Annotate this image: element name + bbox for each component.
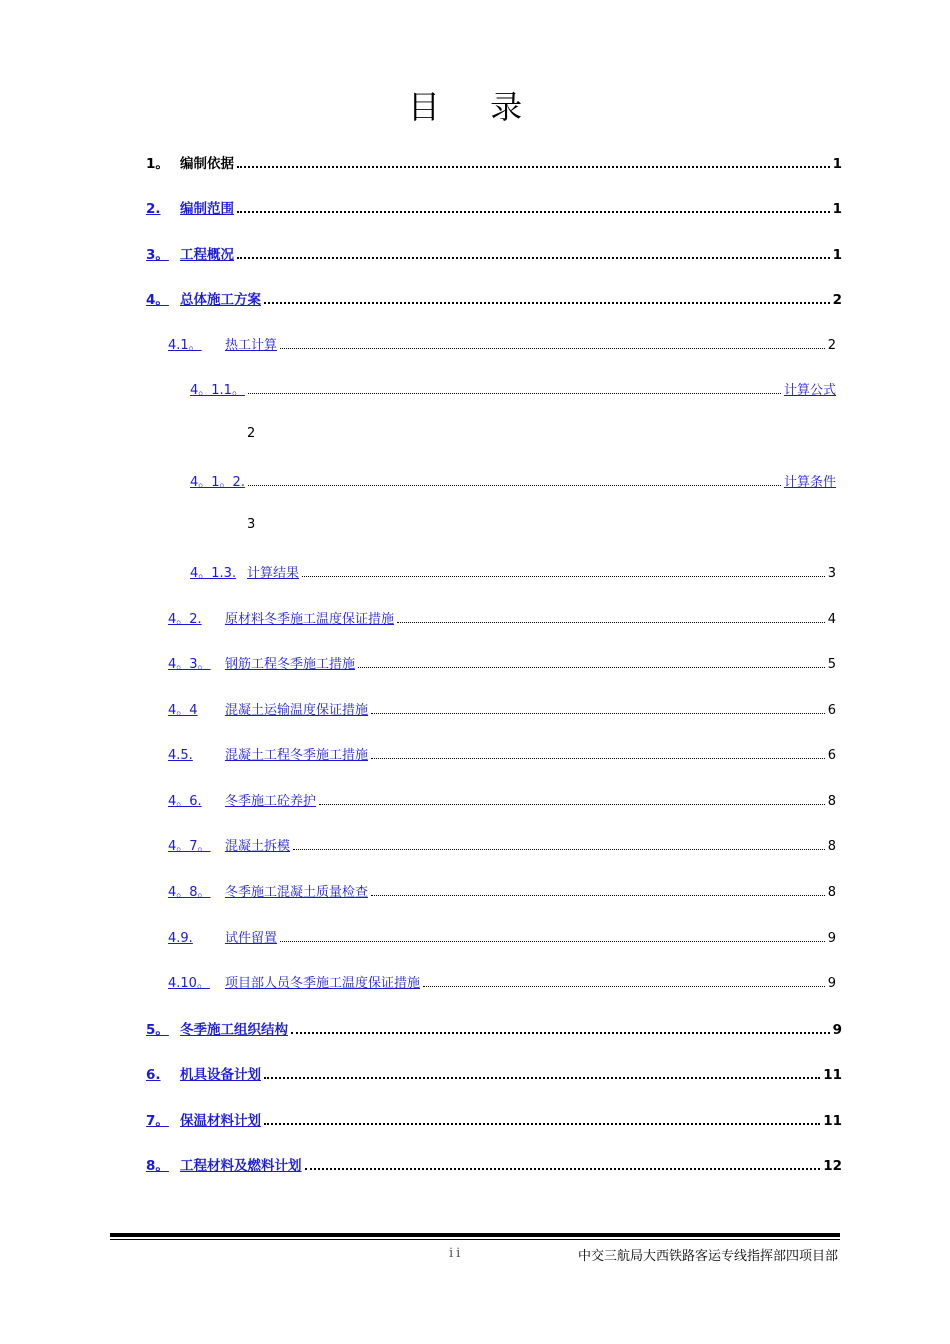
toc-entry-4-3[interactable] bbox=[168, 653, 836, 672]
toc-page: 12 bbox=[823, 1158, 842, 1174]
toc-label: 冬季施工混凝土质量检查 bbox=[225, 885, 369, 900]
toc-page: 4 bbox=[827, 612, 836, 627]
toc-leader bbox=[371, 895, 825, 896]
footer-rule-thick bbox=[110, 1233, 840, 1237]
toc-number: 4.10。 bbox=[168, 976, 210, 991]
toc-leader bbox=[371, 758, 825, 759]
toc-label: 编制依据 bbox=[180, 156, 234, 172]
toc-page: 8 bbox=[827, 885, 836, 900]
toc-label: 冬季施工组织结构 bbox=[180, 1022, 288, 1038]
toc-entry-2[interactable] bbox=[146, 197, 842, 217]
toc-entry-4-8[interactable] bbox=[168, 881, 836, 900]
toc-number: 4。8。 bbox=[168, 885, 211, 900]
toc-entry-4-4[interactable] bbox=[168, 699, 836, 718]
toc-page: 9 bbox=[832, 1022, 842, 1038]
toc-number: 4。1.3. bbox=[190, 566, 237, 581]
toc-page: 6 bbox=[827, 748, 836, 763]
toc-leader bbox=[264, 1077, 820, 1079]
toc-number: 5。 bbox=[146, 1022, 169, 1038]
toc-label: 工程材料及燃料计划 bbox=[180, 1158, 302, 1174]
toc-label: 热工计算 bbox=[225, 338, 278, 353]
toc-entry-4-1-2[interactable] bbox=[190, 471, 836, 490]
toc-number: 4。7。 bbox=[168, 839, 211, 854]
toc-leader bbox=[280, 941, 825, 942]
toc-leader bbox=[237, 166, 830, 168]
footer-organization: 中交三航局大西铁路客运专线指挥部四项目部 bbox=[577, 1249, 838, 1264]
toc-page: 11 bbox=[823, 1113, 842, 1129]
toc-label: 总体施工方案 bbox=[180, 292, 261, 308]
toc-leader bbox=[371, 713, 825, 714]
toc-entry-5[interactable] bbox=[146, 1018, 842, 1038]
toc-entry-4-7[interactable] bbox=[168, 835, 836, 854]
toc-leader bbox=[264, 1123, 820, 1125]
toc-page: 3 bbox=[827, 566, 836, 581]
toc-entry-4-9[interactable] bbox=[168, 927, 836, 946]
toc-leader bbox=[264, 302, 830, 304]
toc-number: 8。 bbox=[146, 1158, 169, 1174]
toc-label: 机具设备计划 bbox=[180, 1067, 261, 1083]
toc-number: 7。 bbox=[146, 1113, 169, 1129]
toc-entry-4-10[interactable] bbox=[168, 972, 836, 991]
toc-leader bbox=[237, 211, 830, 213]
toc-number: 4.9. bbox=[168, 931, 193, 946]
toc-leader bbox=[423, 986, 825, 987]
toc-leader bbox=[280, 348, 825, 349]
toc-entry-1[interactable] bbox=[146, 152, 842, 172]
toc-entry-4-1[interactable] bbox=[168, 334, 836, 353]
toc-entry-4-5[interactable] bbox=[168, 744, 836, 763]
toc-number: 1。 bbox=[146, 156, 169, 172]
toc-label: 混凝土拆模 bbox=[225, 839, 291, 854]
toc-entry-4-6[interactable] bbox=[168, 790, 836, 809]
toc-number: 4。4 bbox=[168, 703, 198, 718]
toc-page: 1 bbox=[832, 156, 842, 172]
footer-page-number: ii bbox=[449, 1246, 464, 1261]
toc-leader bbox=[319, 804, 825, 805]
toc-page: 8 bbox=[827, 794, 836, 809]
toc-label: 试件留置 bbox=[225, 931, 278, 946]
toc-page: 2 bbox=[827, 338, 836, 353]
toc-page: 3 bbox=[247, 517, 256, 532]
toc-number: 4.5. bbox=[168, 748, 193, 763]
toc-entry-6[interactable] bbox=[146, 1063, 842, 1083]
page-title: 目 录 bbox=[407, 88, 543, 126]
toc-number: 6. bbox=[146, 1067, 161, 1083]
toc-leader bbox=[248, 393, 781, 394]
toc-leader bbox=[291, 1032, 830, 1034]
toc-leader bbox=[397, 622, 825, 623]
toc-number: 4。1.1。 bbox=[190, 383, 245, 398]
toc-number: 4.1。 bbox=[168, 338, 202, 353]
toc-number: 4。1。2. bbox=[190, 475, 245, 490]
toc-page: 9 bbox=[827, 931, 836, 946]
toc-entry-3[interactable] bbox=[146, 243, 842, 263]
toc-number: 4。6. bbox=[168, 794, 202, 809]
toc-page: 2 bbox=[247, 426, 256, 441]
toc-leader bbox=[248, 485, 781, 486]
toc-label: 混凝土工程冬季施工措施 bbox=[225, 748, 369, 763]
toc-entry-4-1-1[interactable] bbox=[190, 379, 836, 398]
toc-page: 8 bbox=[827, 839, 836, 854]
toc-entry-4[interactable] bbox=[146, 288, 842, 308]
toc-number: 3。 bbox=[146, 247, 169, 263]
toc-page: 1 bbox=[832, 247, 842, 263]
toc-entry-4-1-3[interactable] bbox=[190, 562, 836, 581]
toc-page: 2 bbox=[832, 292, 842, 308]
toc-page: 6 bbox=[827, 703, 836, 718]
toc-label: 计算条件 bbox=[783, 475, 836, 490]
toc-number: 4。2. bbox=[168, 612, 202, 627]
toc-label: 混凝土运输温度保证措施 bbox=[225, 703, 369, 718]
toc-leader bbox=[237, 257, 830, 259]
toc-label: 计算结果 bbox=[247, 566, 300, 581]
toc-label: 工程概况 bbox=[180, 247, 234, 263]
toc-leader bbox=[358, 667, 825, 668]
toc-entry-7[interactable] bbox=[146, 1109, 842, 1129]
toc-number: 2. bbox=[146, 201, 161, 217]
toc-label: 冬季施工砼养护 bbox=[225, 794, 317, 809]
toc-page: 1 bbox=[832, 201, 842, 217]
toc-label: 编制范围 bbox=[180, 201, 234, 217]
toc-page: 11 bbox=[823, 1067, 842, 1083]
toc-label: 保温材料计划 bbox=[180, 1113, 261, 1129]
toc-leader bbox=[302, 576, 825, 577]
toc-leader bbox=[293, 849, 825, 850]
toc-label: 钢筋工程冬季施工措施 bbox=[225, 657, 356, 672]
footer-rule-thin bbox=[110, 1239, 840, 1240]
toc-number: 4。3。 bbox=[168, 657, 211, 672]
toc-leader bbox=[305, 1168, 821, 1170]
toc-label: 原材料冬季施工温度保证措施 bbox=[225, 612, 395, 627]
toc-label: 项目部人员冬季施工温度保证措施 bbox=[225, 976, 421, 991]
toc-page: 5 bbox=[827, 657, 836, 672]
toc-page: 9 bbox=[827, 976, 836, 991]
toc-entry-8[interactable] bbox=[146, 1154, 842, 1174]
toc-label: 计算公式 bbox=[783, 383, 836, 398]
toc-number: 4。 bbox=[146, 292, 169, 308]
toc-entry-4-2[interactable] bbox=[168, 608, 836, 627]
